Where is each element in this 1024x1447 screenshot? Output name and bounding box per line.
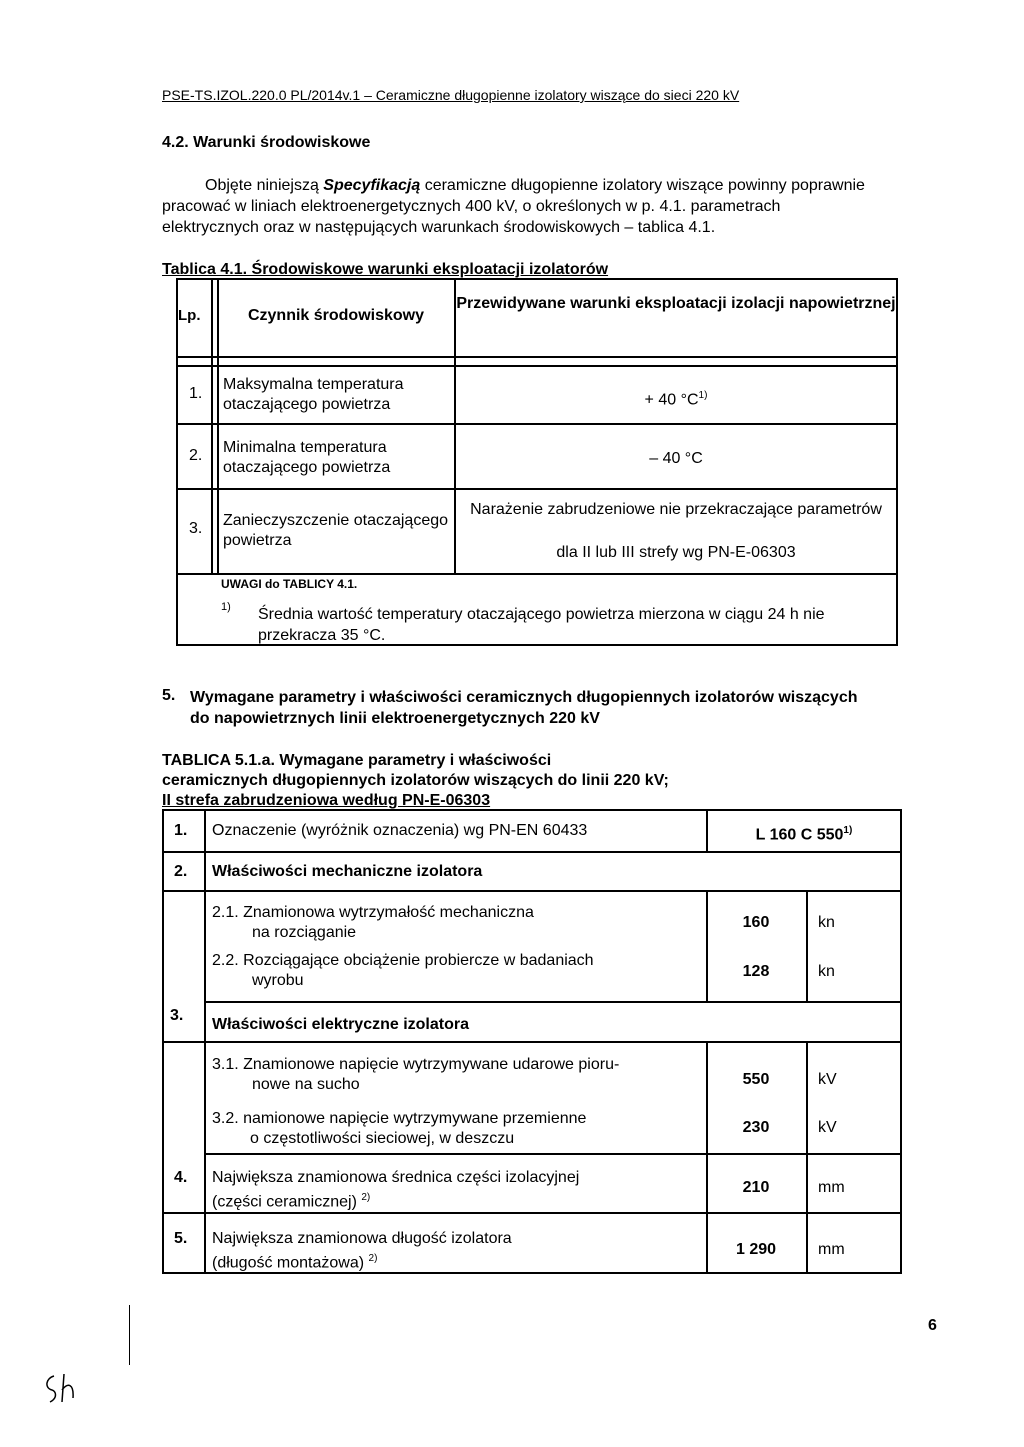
row-lp: 4. — [174, 1169, 188, 1186]
table-5-1a-caption: TABLICA 5.1.a. Wymagane parametry i właściwości ceramicznych długopiennych izolatorów wiszących do linii 220 kV; II strefa zabrudzeniowa według PN-E-06303 — [162, 752, 669, 809]
row-label-line2: (części ceramicznej) $^{2)}$ — [212, 1192, 371, 1211]
row-lp: 1. — [189, 385, 203, 402]
table-4-1-header-conditions: Przewidywane warunki eksploatacji izolacji napowietrznej — [456, 295, 896, 312]
section-5-title: Wymagane parametry i właściwości ceramicznych długopiennych izolatorów wiszących do napowietrznych linii elektroenergetycznych 220 kV — [190, 689, 858, 727]
row-value: 1 290 — [735, 1241, 777, 1258]
row-label: 2.1. Znamionowa wytrzymałość mechaniczna — [212, 904, 534, 921]
row-label: Największa znamionowa średnica części izolacyjnej — [212, 1169, 580, 1186]
margin-line — [129, 1305, 130, 1365]
document-header: PSE-TS.IZOL.220.0 PL/2014v.1 – Ceramiczne długopienne izolatory wiszące do sieci 220 kV — [162, 87, 740, 103]
row-label: 3.2. namionowe napięcie wytrzymywane przemienne — [212, 1110, 587, 1127]
row-lp: 2. — [174, 863, 188, 880]
page-number: 6 — [928, 1317, 937, 1334]
row-factor: Minimalna temperatura otaczającego powietrza — [223, 439, 391, 476]
table-4-1-caption: Tablica 4.1. Środowiskowe warunki eksploatacji izolatorów — [162, 261, 609, 278]
row-label: Właściwości elektryczne izolatora — [212, 1016, 469, 1033]
row-label: Właściwości mechaniczne izolatora — [212, 863, 483, 880]
handwritten-initials — [40, 1368, 100, 1408]
row-lp: 1. — [174, 822, 188, 839]
table-4-1-header-factor: Czynnik środowiskowy — [247, 307, 425, 324]
note-marker: 1) — [221, 601, 231, 613]
row-label-line2: o częstotliwości sieciowej, w deszczu — [250, 1130, 515, 1147]
row-unit: kn — [818, 914, 835, 931]
row-value: 230 — [742, 1119, 770, 1136]
section-4-2-title: 4.2. Warunki środowiskowe — [162, 134, 371, 151]
row-factor: Zanieczyszczenie otaczającego powietrza — [223, 512, 449, 549]
row-lp: 5. — [174, 1230, 188, 1247]
row-lp: 2. — [189, 447, 203, 464]
row-label: Oznaczenie (wyróżnik oznaczenia) wg PN-EN 60433 — [212, 822, 588, 839]
table-4-1-header-lp: Lp. — [178, 307, 201, 324]
section-5-number: 5. — [162, 687, 176, 704]
row-unit: kV — [818, 1119, 837, 1136]
row-unit: kV — [818, 1071, 837, 1088]
row-lp: 3. — [189, 520, 203, 537]
row-value: 128 — [742, 963, 770, 980]
row-label: Największa znamionowa długość izolatora — [212, 1230, 512, 1247]
row-value: + 40 $^\circ C^{1)}$ — [644, 390, 708, 409]
row-value: 550 — [742, 1071, 770, 1088]
row-label: 2.2. Rozciągające obciążenie probiercze w badaniach — [212, 952, 594, 969]
row-value: Narażenie zabrudzeniowe nie przekraczające parametrów — [470, 501, 882, 518]
row-value: – 40 °C — [649, 450, 703, 467]
table-4-1-note: Średnia wartość temperatury otaczającego powietrza mierzona w ciągu 24 h nie przekracza 35 °C. — [258, 606, 825, 644]
row-unit: mm — [818, 1241, 845, 1258]
row-value-line2: dla II lub III strefy wg PN-E-06303 — [556, 544, 796, 561]
row-label-line2: wyrobu — [252, 972, 304, 989]
row-unit: kn — [818, 963, 835, 980]
row-value: 160 — [742, 914, 770, 931]
row-label-line2: na rozciąganie — [252, 924, 357, 941]
row-label-line2: (długość montażowa) $^{2)}$ — [212, 1253, 378, 1272]
row-lp: 3. — [170, 1007, 184, 1024]
row-unit: mm — [818, 1179, 845, 1196]
table-4-1-notes-title: UWAGI do TABLICY 4.1. — [221, 577, 358, 591]
section-4-2-paragraph: Objęte niniejszą Specyfikacją ceramiczne długopienne izolatory wiszące powinny poprawnie pracować w liniach elektroenergetycznych 400 kV, o określonych w p. 4.1. parametrach elektrycznych oraz w następujących warunkach środowiskowych – tablica 4.1. — [162, 177, 865, 236]
row-value: L 160 C 550$^{1)}$ — [755, 825, 853, 844]
row-value: 210 — [742, 1179, 770, 1196]
row-factor: Maksymalna temperatura otaczającego powietrza — [223, 376, 404, 413]
row-label-line2: nowe na sucho — [252, 1076, 360, 1093]
row-label: 3.1. Znamionowe napięcie wytrzymywane udarowe pioru- — [212, 1056, 620, 1073]
